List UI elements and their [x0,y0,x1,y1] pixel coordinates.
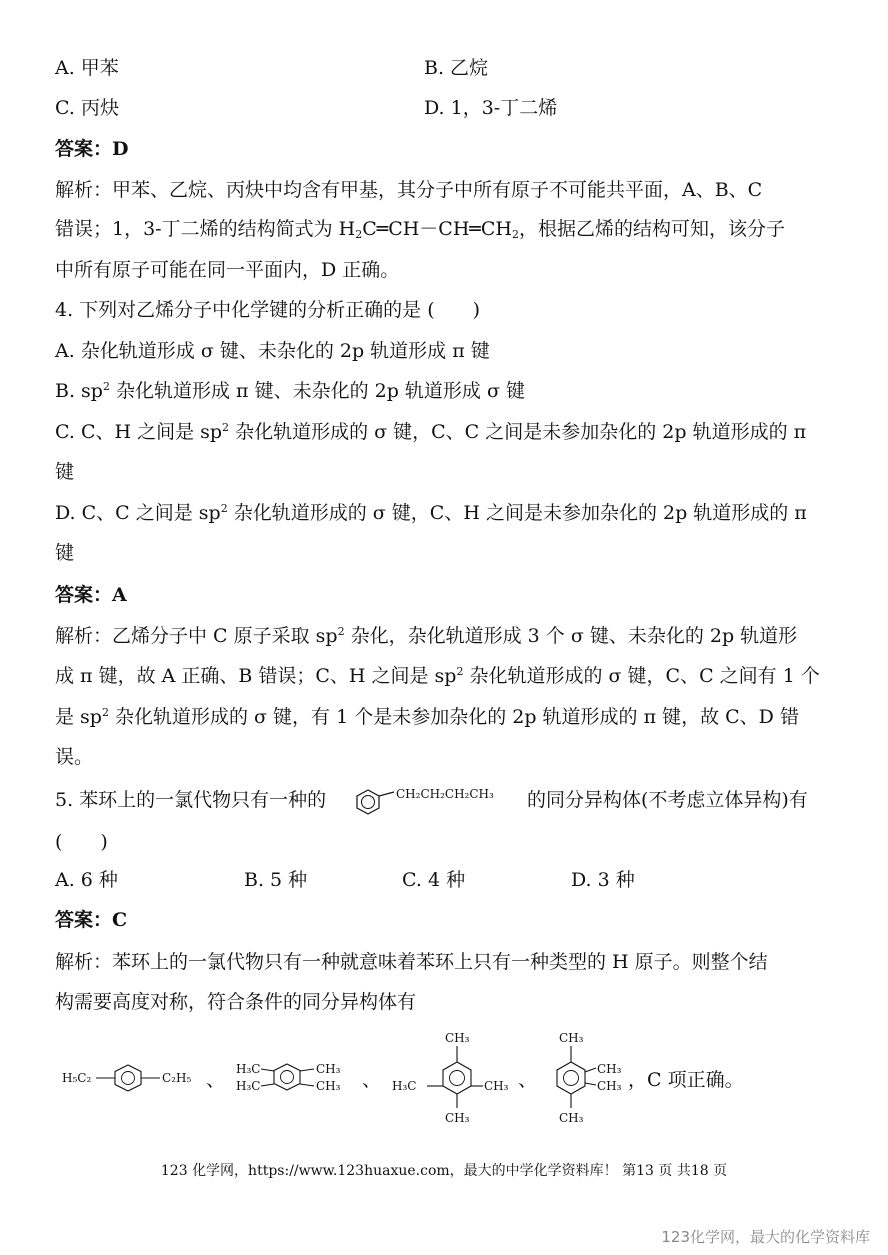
q5-stem-post: 的同分异构体(不考虑立体异构)有 [527,789,808,811]
separator-1: 、 [206,1069,226,1091]
q3-analysis-line3: 中所有原子可能在同一平面内，D 正确。 [55,259,400,281]
q3-answer: 答案：D [55,138,129,160]
watermark: 123化学网，最大的化学资料库 [661,1228,870,1246]
q3-option-a: A. 甲苯 [55,57,119,79]
q3-analysis-line1: 解析：甲苯、乙烷、丙炔中均含有甲基，其分子中所有原子不可能共平面，A、B、C [55,179,763,201]
svg-text:CH₃: CH₃ [316,1062,341,1076]
durene-structure [234,1050,362,1106]
q4-analysis-line1: 解析：乙烯分子中 C 原子采取 $sp^2$ 杂化，杂化轨道形成 3 个 σ 键、未杂化的 2p 轨道形 [55,625,798,647]
q5-analysis-line2: 构需要高度对称，符合条件的同分异构体有 [55,991,417,1013]
q3-option-c: C. 丙炔 [55,97,119,119]
mesitylene-structure [390,1030,515,1126]
q5-option-a: A. 6 种 [55,869,118,891]
svg-text:H₃C: H₃C [392,1079,417,1093]
q5-stem-line2: ( ) [55,831,108,853]
butylbenzene-structure [354,786,524,818]
svg-text:H₃C: H₃C [236,1079,261,1093]
q5-answer: 答案：C [55,909,128,931]
q5-analysis-line1: 解析：苯环上的一氯代物只有一种就意味着苯环上只有一种类型的 H 原子。则整个结 [55,951,768,973]
svg-text:H₃C: H₃C [236,1062,261,1076]
q5-option-b: B. 5 种 [244,869,308,891]
svg-text:CH₃: CH₃ [316,1079,341,1093]
butyl-chain-label: CH₂CH₂CH₂CH₃ [396,787,494,801]
svg-text:CH₃: CH₃ [445,1031,470,1045]
q5-option-c: C. 4 种 [402,869,466,891]
svg-text:CH₃: CH₃ [559,1031,584,1045]
separator-3: 、 [518,1069,538,1091]
separator-2: 、 [362,1069,382,1091]
q4-option-d: D. C、C 之间是 $sp^2$ 杂化轨道形成的 σ 键，C、H 之间是未参加杂化的 2p 轨道形成的 π [55,502,807,524]
q3-analysis-line2: 错误；1，3-丁二烯的结构简式为 $H_2C═CH-CH═CH_2$，根据乙烯的结构可知，该分子 [55,218,785,241]
q4-option-c: C. C、H 之间是 $sp^2$ 杂化轨道形成的 σ 键，C、C 之间是未参加杂化的 2p 轨道形成的 π [55,421,807,443]
svg-text:CH₃: CH₃ [597,1062,622,1076]
svg-text:CH₃: CH₃ [484,1079,509,1093]
page-footer: 123 化学网，https://www.123huaxue.com，最大的中学化学资料库！ 第13 页 共18 页 [160,1163,728,1179]
q4-analysis-line4: 误。 [55,746,94,768]
svg-text:C₂H₅: C₂H₅ [162,1071,192,1085]
p-diethylbenzene-structure [60,1055,210,1101]
q4-analysis-line2: 成 π 键，故 A 正确、B 错误；C、H 之间是 $sp^2$ 杂化轨道形成的 σ 键，C、C 之间有 1 个 [55,665,820,687]
svg-text:CH₃: CH₃ [597,1079,622,1093]
q4-option-d-line2: 键 [55,542,75,564]
q4-option-a: A. 杂化轨道形成 σ 键、未杂化的 2p 轨道形成 π 键 [55,340,490,362]
q4-stem: 4. 下列对乙烯分子中化学键的分析正确的是 ( ) [55,299,481,321]
q4-option-b: B. $sp^2$ 杂化轨道形成 π 键、未杂化的 2p 轨道形成 σ 键 [55,380,525,402]
pentamethylbenzene-structure [543,1030,633,1126]
q3-option-b: B. 乙烷 [424,57,489,79]
svg-text:H₅C₂: H₅C₂ [62,1071,92,1085]
q5-stem-pre: 5. 苯环上的一氯代物只有一种的 [55,789,327,811]
q4-analysis-line3: 是 $sp^2$ 杂化轨道形成的 σ 键，有 1 个是未参加杂化的 2p 轨道形成的 π 键，故 C、D 错 [55,706,799,728]
q4-answer: 答案：A [55,584,127,606]
q5-option-d: D. 3 种 [571,869,635,891]
svg-text:CH₃: CH₃ [445,1111,470,1125]
q5-conclusion: ，C 项正确。 [628,1069,744,1091]
q4-option-c-line2: 键 [55,461,75,483]
svg-text:CH₃: CH₃ [559,1111,584,1125]
q3-option-d: D. 1，3-丁二烯 [424,97,558,119]
